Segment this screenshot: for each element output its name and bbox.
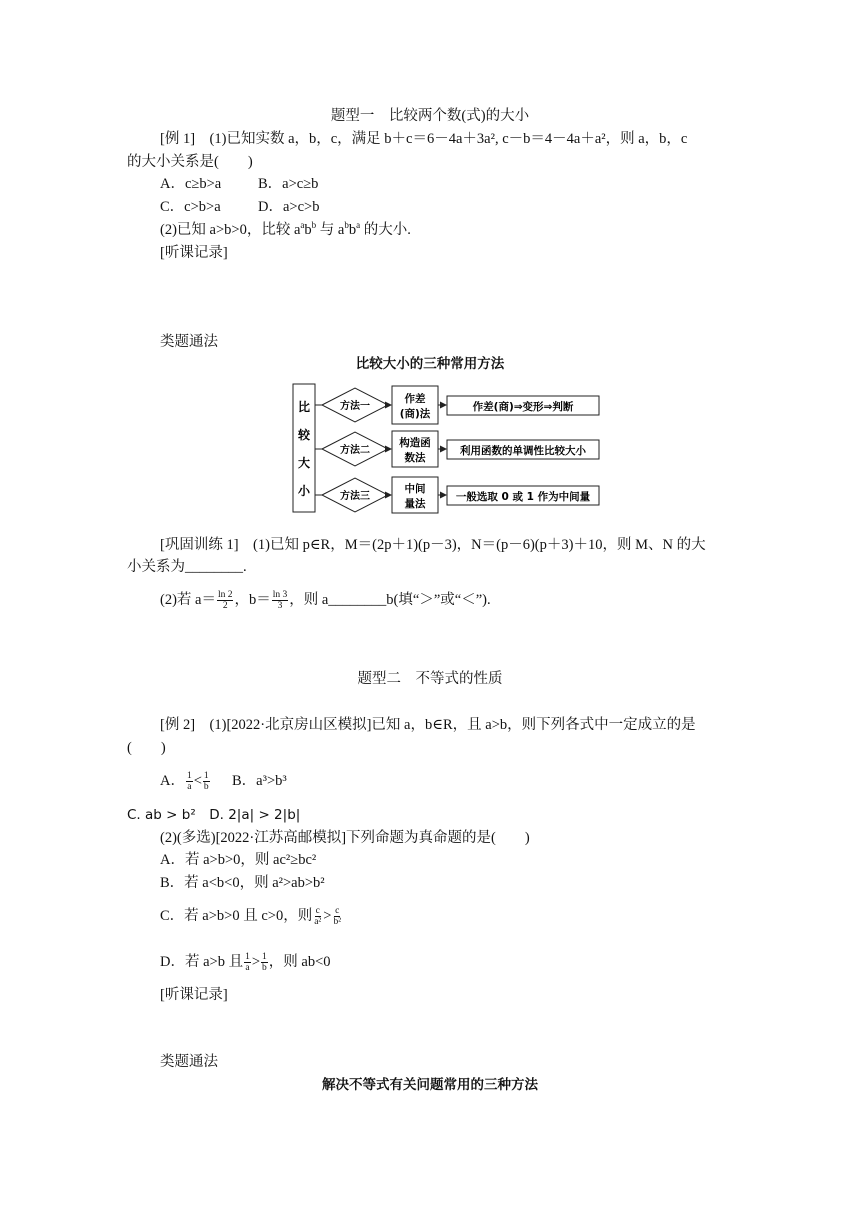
svg-text:量法: 量法 <box>404 498 426 510</box>
option-c: C．c>b>a <box>160 199 221 215</box>
option-d: D．a>c>b <box>258 199 320 215</box>
method-2-label: 方法二 <box>340 445 370 456</box>
diagram-left-char-4: 小 <box>297 484 311 498</box>
method-label-2: 类题通法 <box>160 1054 218 1070</box>
svg-text:作差(商)⇒变形⇒判断: 作差(商)⇒变形⇒判断 <box>472 401 574 413</box>
section-title-2: 题型二 不等式的性质 <box>357 671 503 687</box>
svg-text:(商)法: (商)法 <box>399 408 431 420</box>
diagram-left-char-2: 较 <box>297 428 311 442</box>
drill-1-line-2: 小关系为________. <box>127 559 247 575</box>
lecture-notes-label-2: [听课记录] <box>160 987 228 1003</box>
method-1-label: 方法一 <box>340 401 370 412</box>
example-2-option-b: B．a³>b³ <box>232 773 287 789</box>
fraction: $\frac{\ln 3}{3}$ <box>272 590 288 612</box>
diagram-left-char-3: 大 <box>297 456 311 470</box>
diagram-left-char-1: 比 <box>297 400 311 414</box>
lecture-notes-label-1: [听课记录] <box>160 245 228 261</box>
drill-1-line-1: [巩固训练 1] (1)已知 p∈R，M＝(2p＋1)(p－3)，N＝(p－6)(p＋3)＋10，则 M、N 的大 <box>160 537 706 553</box>
example-1-line-2: 的大小关系是( ) <box>127 154 253 170</box>
method-3-label: 方法三 <box>340 491 370 502</box>
example-2-line-2: ( ) <box>127 740 166 756</box>
svg-text:构造函: 构造函 <box>399 437 431 449</box>
q2-option-c: C．若 a>b>0 且 c>0，则 $\frac{c}{\text{a²}}$ > $\frac{c}{\text{b²}}$ <box>160 906 342 928</box>
example-2-option-a: A． $\frac{1}{a}$ < $\frac{1}{b}$ <box>160 771 209 793</box>
q2-option-d: D．若 a>b 且 $\frac{1}{a}$ > $\frac{1}{b}$ ，则 ab<0 <box>160 952 331 974</box>
svg-text:作差: 作差 <box>404 393 426 405</box>
example-2-question-2: (2)(多选)[2022·江苏高邮模拟]下列命题为真命题的是( ) <box>160 830 530 846</box>
closing-title: 解决不等式有关问题常用的三种方法 <box>322 1077 538 1093</box>
example-2-options-c-d: C. ab > b² D. 2|a| > 2|b| <box>127 807 301 823</box>
comparison-methods-diagram <box>290 381 610 518</box>
svg-text:利用函数的单调性比较大小: 利用函数的单调性比较大小 <box>460 445 586 457</box>
svg-text:一般选取 0 或 1 作为中间量: 一般选取 0 或 1 作为中间量 <box>455 491 591 503</box>
option-b: B．a>c≥b <box>258 176 319 192</box>
example-1-line-1: [例 1] (1)已知实数 a，b，c，满足 b＋c＝6－4a＋3a², c－b＝4－4a＋a²，则 a，b，c <box>160 131 688 147</box>
q2-option-b: B．若 a<b<0，则 a²>ab>b² <box>160 875 325 891</box>
drill-1-question-2: (2)若 a＝ $\frac{\ln 2}{2}$ ，b＝ $\frac{\ln 3}{3}$ ，则 a________b(填“＞”或“＜”). <box>160 590 491 612</box>
method-label-1: 类题通法 <box>160 334 218 350</box>
diagram-title: 比较大小的三种常用方法 <box>355 356 505 372</box>
option-a: A．c≥b>a <box>160 176 222 192</box>
q2-option-a: A．若 a>b>0，则 ac²≥bc² <box>160 852 317 868</box>
svg-text:数法: 数法 <box>404 452 426 464</box>
example-2-line-1: [例 2] (1)[2022·北京房山区模拟]已知 a，b∈R，且 a>b，则下列各式中一定成立的是 <box>160 717 696 733</box>
section-title-1: 题型一 比较两个数(式)的大小 <box>330 108 530 124</box>
example-1-question-2: (2)已知 a>b>0，比较 $a^ab^b$ 与 $a^bb^a$ 的大小. <box>160 220 411 238</box>
fraction: $\frac{\ln 2}{2}$ <box>217 590 233 612</box>
svg-text:中间: 中间 <box>404 483 426 495</box>
